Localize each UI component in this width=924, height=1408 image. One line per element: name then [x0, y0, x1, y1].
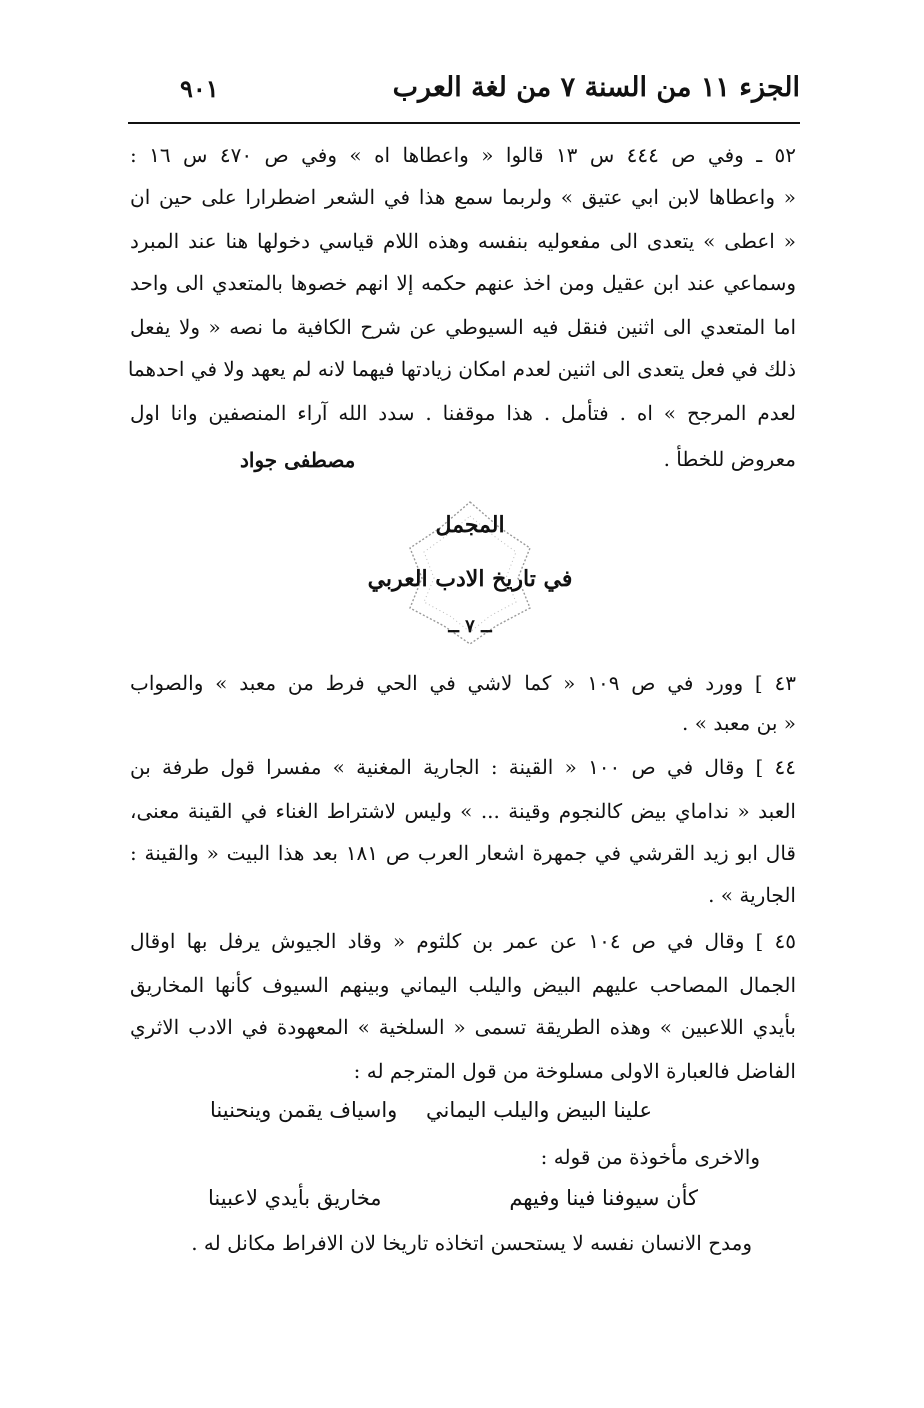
para45-line-4: الفاضل فالعبارة الاولى مسلوخة من قول المترجم له : — [353, 1059, 796, 1083]
para44-line-2: العبد « نداماي بيض كالنجوم وقينة ... » وليس لاشتراط الغناء في القينة معنى، — [130, 799, 796, 823]
author-signature: مصطفى جواد — [240, 448, 356, 472]
verse1-first-hemistich: علينا البيض واليلب اليماني — [426, 1098, 652, 1122]
closing-line: ومدح الانسان نفسه لا يستحسن اتخاذه تاريخا لان الافراط مكانل له . — [191, 1231, 752, 1255]
para43-line-1: ٤٣ ] وورد في ص ١٠٩ « كما لاشي في الحي فرط من معبد » والصواب — [130, 671, 796, 695]
para52-line-4: وسماعي عند ابن عقيل ومن اخذ عنهم حكمه إلا انهم خصوها بالمتعدي الى واحد — [130, 271, 796, 295]
para45-line-3: بأيدي اللاعبين » وهذه الطريقة تسمى « السلخية » المعهودة في الادب الاثري — [130, 1015, 796, 1039]
section-title: المجمل — [435, 512, 505, 538]
para52-line-3: « اعطى » يتعدى الى مفعوليه بنفسه وهذه اللام قياسي دخولها هنا عند المبرد — [130, 229, 796, 253]
page-number: ٩٠١ — [180, 74, 219, 103]
para44-line-3: قال ابو زيد القرشي في جمهرة اشعار العرب ص ١٨١ بعد هذا البيت « والقينة : — [130, 841, 796, 865]
para52-line-5: اما المتعدي الى اثنين فنقل فيه السيوطي عن شرح الكافية ما نصه « ولا يفعل — [130, 315, 796, 339]
para52-line-2: « واعطاها لابن ابي عتيق » ولربما سمع هذا في الشعر اضطرارا على حين ان — [130, 185, 797, 209]
running-header — [130, 72, 800, 118]
para43-line-2: « بن معبد » . — [682, 711, 796, 735]
para52-line-8: معروض للخطأ . — [663, 447, 796, 471]
para52-line-6: ذلك في فعل يتعدى الى اثنين لعدم امكان زيادتها فيهما لانه لم يعهد ولا في احدهما — [127, 357, 796, 381]
para45-line-1: ٤٥ ] وقال في ص ١٠٤ عن عمر بن كلثوم « وقاد الجيوش يرفل بها اوقال — [130, 929, 796, 953]
section-subtitle: في تاريخ الادب العربي — [367, 566, 573, 592]
para45-line-2: الجمال المصاحب عليهم البيض واليلب اليماني وبينهم السيوف كأنها المخاريق — [130, 973, 797, 997]
section-part-number: ــ ٧ ــ — [448, 616, 492, 637]
verse2-second-hemistich: مخاريق بأيدي لاعبينا — [208, 1186, 382, 1210]
para52-line-7: لعدم المرجح » اه . فتأمل . هذا موقفنا . سدد الله آراء المنصفين وانا اول — [130, 401, 796, 425]
para52-line-1: ٥٢ ـ وفي ص ٤٤٤ س ١٣ قالوا « واعطاها اه » وفي ص ٤٧٠ س ١٦ : — [130, 143, 796, 167]
journal-title: الجزء ١١ من السنة ٧ من لغة العرب — [392, 72, 800, 103]
header-rule — [128, 122, 800, 124]
verse1-second-hemistich: واسياف يقمن وينحنينا — [210, 1098, 398, 1122]
verse2-first-hemistich: كأن سيوفنا فينا وفيهم — [509, 1186, 698, 1210]
para44-line-4: الجارية » . — [708, 883, 796, 907]
para44-line-1: ٤٤ ] وقال في ص ١٠٠ « القينة : الجارية المغنية » مفسرا قول طرفة بن — [130, 755, 796, 779]
between-verses: والاخرى مأخوذة من قوله : — [540, 1145, 760, 1169]
